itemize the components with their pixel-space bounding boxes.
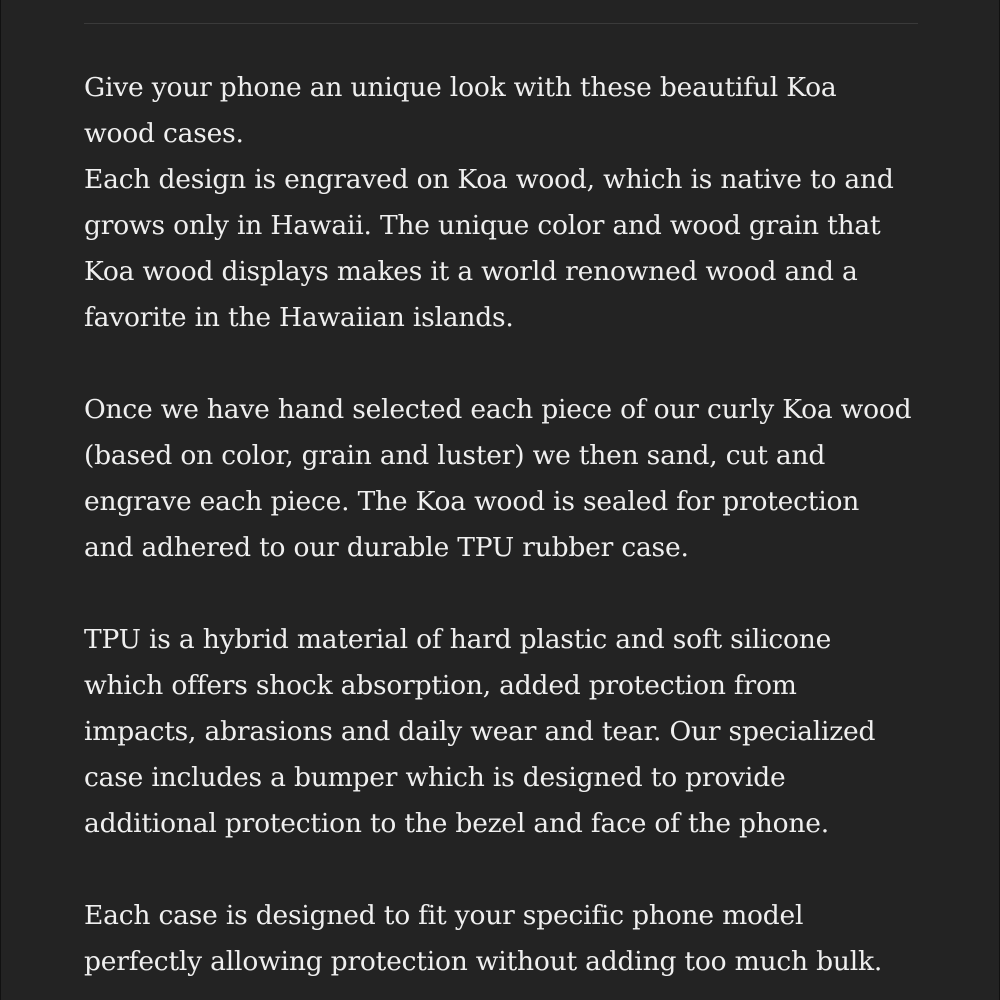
- text-line: favorite in the Hawaiian islands.: [84, 302, 514, 333]
- text-line: which offers shock absorption, added protection from: [84, 670, 797, 701]
- description-paragraph-1: [84, 65, 924, 341]
- text-line: TPU is a hybrid material of hard plastic and soft silicone: [84, 624, 832, 655]
- top-divider: [84, 23, 918, 24]
- text-line: wood cases.: [84, 118, 244, 149]
- text-line: Koa wood displays makes it a world renowned wood and a: [84, 256, 858, 287]
- text-line: Each case is designed to fit your specific phone model: [84, 900, 804, 931]
- text-line: Each design is engraved on Koa wood, which is native to and: [84, 164, 894, 195]
- text-line: (based on color, grain and luster) we then sand, cut and: [84, 440, 826, 471]
- text-line: perfectly allowing protection without adding too much bulk.: [84, 946, 883, 977]
- text-line: case includes a bumper which is designed to provide: [84, 762, 786, 793]
- text-line: and adhered to our durable TPU rubber case.: [84, 532, 689, 563]
- text-line: grows only in Hawaii. The unique color and wood grain that: [84, 210, 881, 241]
- text-line: Once we have hand selected each piece of our curly Koa wood: [84, 394, 912, 425]
- description-paragraph-3: [84, 617, 924, 847]
- text-line: additional protection to the bezel and face of the phone.: [84, 808, 829, 839]
- description-paragraph-2: [84, 387, 924, 571]
- text-line: Give your phone an unique look with these beautiful Koa: [84, 72, 837, 103]
- description-paragraph-4: [84, 893, 924, 985]
- text-line: engrave each piece. The Koa wood is sealed for protection: [84, 486, 860, 517]
- text-line: impacts, abrasions and daily wear and tear. Our specialized: [84, 716, 876, 747]
- product-description: [84, 65, 924, 1000]
